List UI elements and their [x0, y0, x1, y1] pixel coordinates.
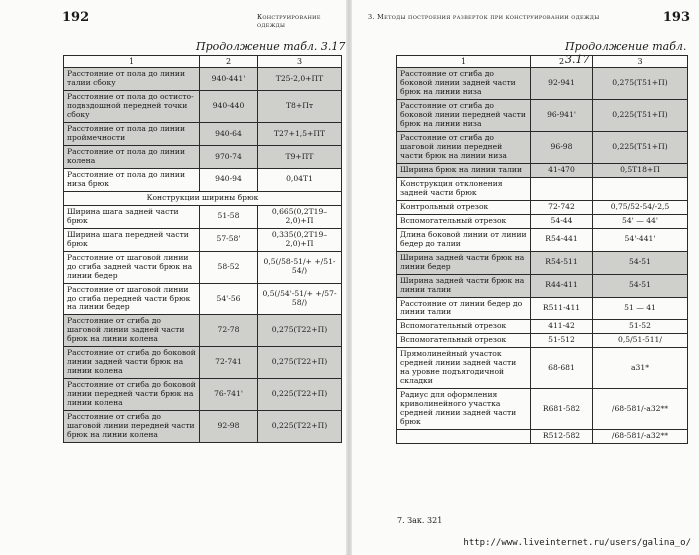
segment-cell: 54-44 [531, 214, 593, 228]
segment-cell: 58-52 [200, 251, 258, 283]
table-row [64, 315, 342, 347]
column-header: 1 [397, 56, 531, 68]
table-row [64, 68, 342, 91]
parameter-cell: Расстояние от шаговой линии до сгиба задней части брюк на линии бедер [64, 251, 200, 283]
formula-cell: а31* [593, 348, 688, 389]
segment-cell: R511-411 [531, 297, 593, 320]
parameter-cell: Расстояние от пола до линии низа брюк [64, 169, 200, 192]
parameter-cell: Расстояние от сгиба до шаговой линии передней части брюк на линии колена [64, 410, 200, 442]
column-header: 3 [258, 56, 342, 68]
table-row [397, 320, 688, 334]
parameter-cell: Вспомогательный отрезок [397, 320, 531, 334]
formula-cell: 0,75/52-54/-2,5 [593, 200, 688, 214]
formula-cell: 0,225(Т51+П) [593, 132, 688, 164]
formula-cell: 54' — 44' [593, 214, 688, 228]
formula-cell: Т25-2,0+ПТ [258, 68, 342, 91]
segment-cell: 72-742 [531, 200, 593, 214]
parameter-cell: Ширина брюк на линии талии [397, 164, 531, 178]
formula-cell: 0,275(Т51+П) [593, 68, 688, 100]
table-row [397, 132, 688, 164]
right-header [360, 10, 690, 26]
segment-cell: 970-74 [200, 146, 258, 169]
formula-cell: 54-51 [593, 251, 688, 274]
formula-cell: 0,665(0,2Т19–2,0)+П [258, 205, 342, 228]
formula-cell: 0,225(Т51+П) [593, 100, 688, 132]
right-page [352, 0, 699, 555]
parameter-cell: Вспомогательный отрезок [397, 214, 531, 228]
formula-cell: /68-581/-а32** [593, 389, 688, 430]
table-row [64, 228, 342, 251]
segment-cell: 72-741 [200, 347, 258, 379]
table-row [397, 228, 688, 251]
formula-cell: 0,04Т1 [258, 169, 342, 192]
parameter-cell: Ширина задней части брюк на линии бедер [397, 251, 531, 274]
page-number: 193 [662, 10, 690, 25]
table-row [397, 429, 688, 443]
parameter-cell: Расстояние от сгиба до шаговой линии передней части брюк на линии низа [397, 132, 531, 164]
parameter-cell: Расстояние от сгиба до боковой линии передней части брюк на линии низа [397, 100, 531, 132]
segment-cell: R681-582 [531, 389, 593, 430]
watermark-url: http://www.liveinternet.ru/users/galina_o/ [463, 538, 691, 548]
parameter-cell: Расстояние от сгиба до шаговой линии задней части брюк на линии колена [64, 315, 200, 347]
segment-cell: 92-98 [200, 410, 258, 442]
parameter-cell: Расстояние от пола до линии проймечности [64, 123, 200, 146]
parameter-cell: Расстояние от пола до линии талии сбоку [64, 68, 200, 91]
parameter-cell: Ширина задней части брюк на линии талии [397, 274, 531, 297]
formula-cell: 54-51 [593, 274, 688, 297]
page-footer: 7. Зак. 321 [397, 516, 443, 525]
segment-cell: 68-681 [531, 348, 593, 389]
parameter-cell: Радиус для оформления криволинейного участка средней линии задней части брюк [397, 389, 531, 430]
table-row [397, 100, 688, 132]
table-row [397, 251, 688, 274]
table-row [397, 348, 688, 389]
formula-cell: 0,225(Т22+П) [258, 379, 342, 411]
parameter-cell: Расстояние от пола до остисто-подвздошной передней точки сбоку [64, 91, 200, 123]
segment-cell: R54-511 [531, 251, 593, 274]
segment-cell: 96-98 [531, 132, 593, 164]
parameter-cell: Контрольный отрезок [397, 200, 531, 214]
parameter-cell: Ширина шага передней части брюк [64, 228, 200, 251]
formula-cell: Т8+Пт [258, 91, 342, 123]
parameter-cell: Расстояние от сгиба до боковой линии задней части брюк на линии колена [64, 347, 200, 379]
segment-cell: 940-440 [200, 91, 258, 123]
section-title: Конструкции ширины брюк [64, 191, 342, 205]
table-row [64, 123, 342, 146]
table-row [397, 200, 688, 214]
table-row [397, 334, 688, 348]
column-header: 3 [593, 56, 688, 68]
segment-cell: 92-941 [531, 68, 593, 100]
segment-cell: 76-741' [200, 379, 258, 411]
table-row [397, 297, 688, 320]
table-row [64, 283, 342, 315]
table-row [397, 214, 688, 228]
segment-cell: R44-411 [531, 274, 593, 297]
table-header-row [397, 56, 688, 68]
formula-cell [593, 177, 688, 200]
segment-cell: 411-42 [531, 320, 593, 334]
parameter-cell: Вспомогательный отрезок [397, 334, 531, 348]
formula-cell: 0,275(Т22+П) [258, 315, 342, 347]
column-header: 1 [64, 56, 200, 68]
segment-cell: 940-441' [200, 68, 258, 91]
table-row [64, 146, 342, 169]
parameter-cell: Ширина шага задней части брюк [64, 205, 200, 228]
table-row [64, 205, 342, 228]
segment-cell: 51-58 [200, 205, 258, 228]
left-table [63, 55, 342, 443]
running-title: Конструирование одежды [257, 13, 321, 29]
column-header: 2 [200, 56, 258, 68]
formula-cell: 51-52 [593, 320, 688, 334]
table-row [64, 410, 342, 442]
parameter-cell: Расстояние от пола до линии колена [64, 146, 200, 169]
formula-cell: 0,5Т18+П [593, 164, 688, 178]
formula-cell: 0,5/51-511/ [593, 334, 688, 348]
formula-cell: 0,5(/54'-51/+ +/57-58/) [258, 283, 342, 315]
right-table [396, 55, 688, 444]
column-header: 2 [531, 56, 593, 68]
formula-cell: Т9+ПТ [258, 146, 342, 169]
section-row [64, 191, 342, 205]
table-row [397, 164, 688, 178]
formula-cell: 0,225(Т22+П) [258, 410, 342, 442]
formula-cell: /68-581/-а32** [593, 429, 688, 443]
formula-cell: 0,335(0,2Т19–2,0)+П [258, 228, 342, 251]
table-row [64, 169, 342, 192]
parameter-cell [397, 429, 531, 443]
segment-cell: R512-582 [531, 429, 593, 443]
parameter-cell: Длина боковой линии от линии бедер до талии [397, 228, 531, 251]
parameter-cell: Расстояние от сгиба до боковой линии передней части брюк на линии колена [64, 379, 200, 411]
parameter-cell: Расстояние от сгиба до боковой линии задней части брюк на линии низа [397, 68, 531, 100]
segment-cell [531, 177, 593, 200]
table-row [64, 251, 342, 283]
table-row [64, 91, 342, 123]
segment-cell: 940-94 [200, 169, 258, 192]
segment-cell: 96-941' [531, 100, 593, 132]
table-caption: Продолжение табл. 3.17 [196, 40, 346, 53]
table-row [397, 68, 688, 100]
segment-cell: 72-78 [200, 315, 258, 347]
formula-cell: 0,5(/58-51/+ +/51-54/) [258, 251, 342, 283]
table-caption: Продолжение табл. 3.17 [565, 40, 687, 66]
formula-cell: 54'-441' [593, 228, 688, 251]
parameter-cell: Конструкция отклонения задней части брюк [397, 177, 531, 200]
table-row [397, 177, 688, 200]
table-row [64, 379, 342, 411]
parameter-cell: Расстояние от шаговой линии до сгиба передней части брюк на линии бедер [64, 283, 200, 315]
parameter-cell: Расстояние от линии бедер до линии талии [397, 297, 531, 320]
formula-cell: 51 — 41 [593, 297, 688, 320]
segment-cell: 41-470 [531, 164, 593, 178]
running-title: 3. Методы построения разверток при конструировании одежды [368, 13, 600, 21]
parameter-cell: Прямолинейный участок средней линии задней части на уровне подъягодичной складки [397, 348, 531, 389]
formula-cell: 0,275(Т22+П) [258, 347, 342, 379]
segment-cell: 57-58' [200, 228, 258, 251]
segment-cell: 940-64 [200, 123, 258, 146]
table-row [397, 389, 688, 430]
left-page [0, 0, 349, 555]
table-row [64, 347, 342, 379]
table-header-row [64, 56, 342, 68]
formula-cell: Т27+1,5+ПТ [258, 123, 342, 146]
table-row [397, 274, 688, 297]
page-number: 192 [62, 10, 90, 25]
segment-cell: R54-441 [531, 228, 593, 251]
left-header [62, 10, 344, 29]
segment-cell: 54'-56 [200, 283, 258, 315]
segment-cell: 51-512 [531, 334, 593, 348]
